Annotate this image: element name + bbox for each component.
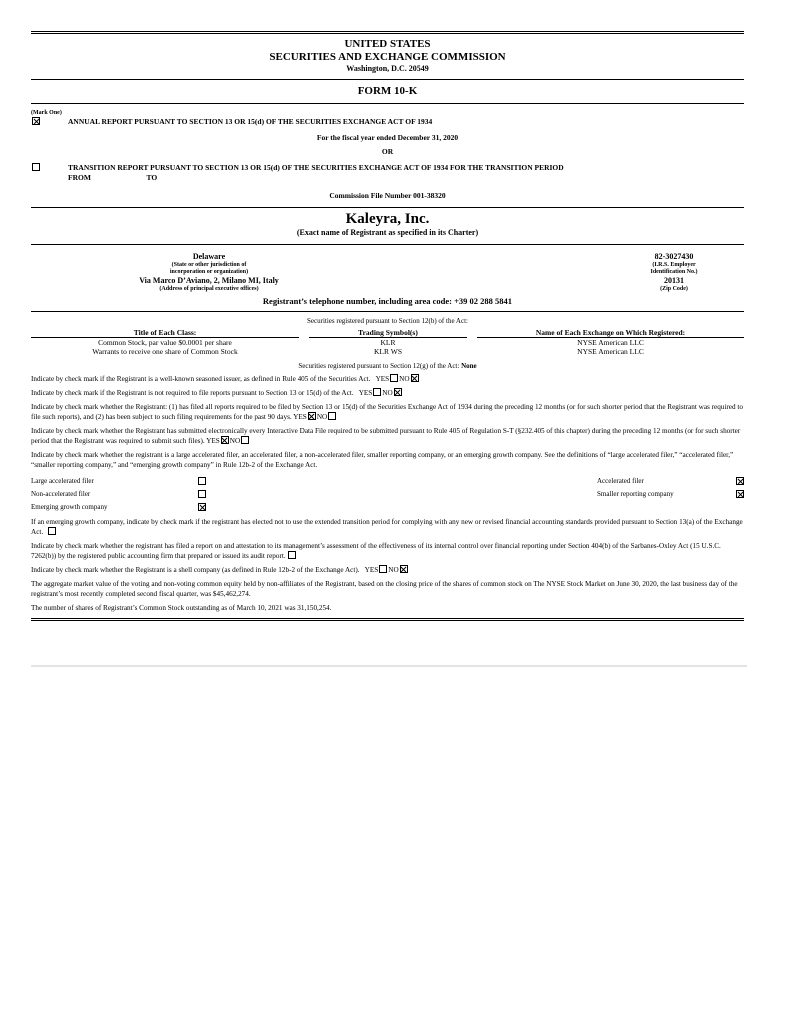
column-header: Trading Symbol(s) [309,328,467,338]
address-caption: (Address of principal executive offices) [159,286,259,292]
annual-report-text: ANNUAL REPORT PURSUANT TO SECTION 13 OR 15(d) OF THE SECURITIES EXCHANGE ACT OF 1934 [68,117,433,126]
attestation-question: Indicate by check mark whether the registrant has filed a report on and attestation to its management’s assessment of the effectiveness of its internal control over financial reporting under Section 404(b) of the Sarbanes-Oxley Act (15 U.S.C. 7262(b)) by the registered public accounting firm that prepared or issued its audit report. [31,542,721,560]
transition-period-line [31,173,744,183]
large-accelerated-checkbox-icon[interactable] [198,477,206,485]
transition-period-checkbox-icon[interactable] [48,527,56,535]
commission-file-number: Commission File Number 001-38320 [329,191,446,200]
registrant-name: Kaleyra, Inc. [345,211,430,227]
table-cell: Warrants to receive one share of Common Stock [92,347,238,356]
ein-value: 82-3027430 [654,252,694,261]
filer-row [31,501,744,514]
agency-heading: SECURITIES AND EXCHANGE COMMISSION [269,51,506,63]
section-12g-line [31,361,744,371]
accelerated-label: Accelerated filer [597,477,644,485]
section-12g-label: Securities registered pursuant to Section 12(g) of the Act: [298,362,460,370]
form-10k-cover [31,31,744,621]
large-accelerated-label: Large accelerated filer [31,477,94,485]
country-heading: UNITED STATES [344,38,431,50]
market-value-statement: The aggregate market value of the voting and non-voting common equity held by non-affiliates of the Registrant, based on the closing price of the shares of common stock on The NYSE Stock Market on June 30, 2020, the last business day of the registrant’s most recently completed second fiscal quarter, was $45,462,274. [31,580,738,598]
location-line: Washington, D.C. 20549 [346,64,429,73]
accelerated-checkbox-icon[interactable] [736,477,744,485]
registrant-name-caption: (Exact name of Registrant as specified in its Charter) [296,228,479,237]
smaller-reporting-checkbox-icon[interactable] [736,490,744,498]
transition-report-option[interactable] [31,163,744,173]
column-header: Name of Each Exchange on Which Registered: [477,328,744,338]
shell-company-question: Indicate by check mark whether the Registrant is a shell company (as defined in Rule 12b-2 of the Exchange Act). YES NO [31,565,744,575]
state-caption: incorporation or organization) [169,269,249,275]
yes-checkbox-icon[interactable] [221,436,229,444]
yes-checkbox-icon[interactable] [373,388,381,396]
yes-checkbox-icon[interactable] [390,374,398,382]
emerging-growth-label: Emerging growth company [31,503,108,511]
non-accelerated-checkbox-icon[interactable] [198,490,206,498]
shares-outstanding-statement: The number of shares of Registrant’s Common Stock outstanding as of March 10, 2021 was 31,150,254. [31,604,332,612]
filed-all-question: Indicate by check mark whether the Registrant: (1) has filed all reports required to be filed by Section 13 or 15(d) of the Securities Exchange Act of 1934 during the preceding 12 months (or for such shorter period that the Registrant was required to file such reports), and (2) has been subject to such filing requirements for the past 90 days. YES NO [31,403,743,421]
table-cell: NYSE American LLC [577,338,644,347]
divider [31,244,744,245]
address-value: Via Marco D’Aviano, 2, Milano MI, Italy [139,276,279,285]
checked-box-icon[interactable] [32,117,40,125]
bottom-double-rule [31,618,744,621]
telephone-line: Registrant’s telephone number, including area code: +39 02 288 5841 [262,296,513,306]
annual-report-option[interactable] [31,117,744,127]
no-checkbox-icon[interactable] [328,412,336,420]
state-caption: (State or other jurisdiction of [171,262,247,268]
to-label: TO [146,173,158,182]
from-label: FROM [68,173,91,182]
no-checkbox-icon[interactable] [394,388,402,396]
not-required-question: Indicate by check mark if the Registrant is not required to file reports pursuant to Section 13 or 15(d) of the Act. YES NO [31,388,744,398]
filer-row [31,488,744,501]
table-cell: Common Stock, par value $0.0001 per share [98,338,232,347]
state-value: Delaware [192,252,226,261]
non-accelerated-label: Non-accelerated filer [31,490,91,498]
page-separator [31,665,747,667]
table-cell: NYSE American LLC [577,347,644,356]
mark-one-label: (Mark One) [31,110,62,116]
section-12b-heading: Securities registered pursuant to Section 12(b) of the Act: [307,317,468,325]
no-checkbox-icon[interactable] [400,565,408,573]
transition-period-question: If an emerging growth company, indicate by check mark if the registrant has elected not to use the extended transition period for complying with any new or revised financial accounting standards provided pursuant to Section 13(a) of the Exchange Act. [31,518,743,536]
unchecked-box-icon[interactable] [32,163,40,171]
yes-checkbox-icon[interactable] [308,412,316,420]
additional-questions [31,517,744,613]
interactive-data-question: Indicate by check mark whether the Registrant has submitted electronically every Interactive Data File required to be submitted pursuant to Rule 405 of Regulation S-T (§232.405 of this chapter) during the preceding 12 months (or for such shorter period that the Registrant was required to submit such files). YES NO [31,427,741,445]
filer-grid [31,475,744,514]
emerging-growth-checkbox-icon[interactable] [198,503,206,511]
divider [31,311,744,312]
divider [31,103,744,104]
transition-report-text: TRANSITION REPORT PURSUANT TO SECTION 13 OR 15(d) OF THE SECURITIES EXCHANGE ACT OF 1934 FOR THE TRANSITION PERIOD [68,163,564,172]
securities-table [31,328,744,356]
no-checkbox-icon[interactable] [411,374,419,382]
or-separator: OR [381,147,394,156]
attestation-checkbox-icon[interactable] [288,551,296,559]
table-cell: KLR WS [374,347,402,356]
smaller-reporting-label: Smaller reporting company [597,490,674,498]
column-header: Title of Each Class: [31,328,299,338]
table-cell: KLR [380,338,396,347]
divider [31,79,744,80]
no-checkbox-icon[interactable] [241,436,249,444]
registrant-details [31,252,744,293]
zip-value: 20131 [664,276,684,285]
filer-row [31,475,744,488]
ein-caption: (I.R.S. Employer [652,262,696,268]
ein-caption: Identification No.) [650,269,698,275]
form-title: FORM 10-K [357,85,418,97]
wksi-question: Indicate by check mark if the Registrant is a well-known seasoned issuer, as defined in Rule 405 of the Securities Act. YES NO [31,374,744,384]
divider [31,207,744,208]
header-block [31,38,744,74]
top-double-rule [31,31,744,34]
fiscal-year-line: For the fiscal year ended December 31, 2020 [316,133,459,142]
filer-status-question: Indicate by check mark whether the registrant is a large accelerated filer, an accelerated filer, a non-accelerated filer, smaller reporting company, or an emerging growth company. See the definitions of “large accelerated filer,” “accelerated filer,” “smaller reporting company,” and “emerging growth company” in Rule 12b-2 of the Exchange Act. [31,451,734,469]
yes-checkbox-icon[interactable] [379,565,387,573]
section-12g-value: None [461,362,477,370]
zip-caption: (Zip Code) [660,286,688,292]
check-questions [31,374,744,470]
